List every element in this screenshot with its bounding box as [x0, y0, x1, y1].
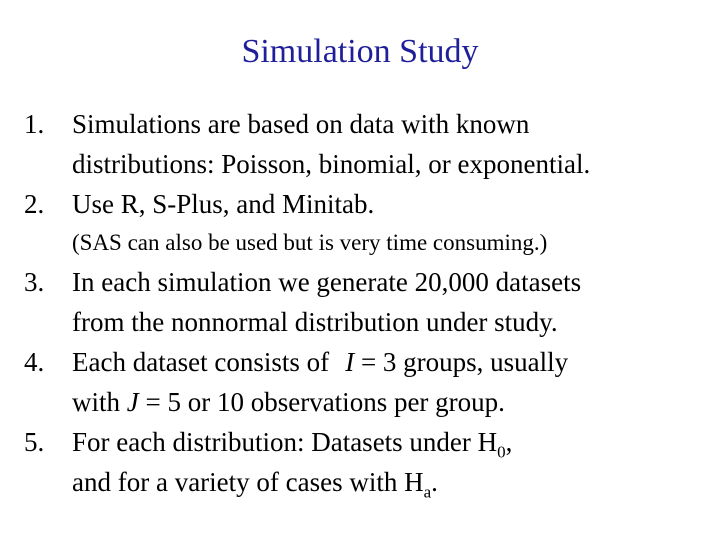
subscript: a	[423, 482, 432, 502]
item-text-line: Simulations are based on data with known	[72, 109, 530, 139]
item-text-line	[72, 342, 714, 382]
item-number: 3.	[24, 267, 45, 297]
variable-j: J	[126, 387, 139, 417]
item-text-line	[72, 422, 714, 462]
item-text-line: distributions: Poisson, binomial, or exponential.	[72, 149, 591, 179]
item-number: 5.	[24, 427, 45, 457]
item-number: 4.	[24, 347, 45, 377]
item-text-line	[72, 462, 714, 502]
variable-i: I	[345, 347, 355, 377]
text-segment: For each distribution: Datasets under H	[72, 427, 498, 457]
text-segment: and for a variety of cases with H	[72, 467, 424, 497]
numbered-list	[24, 104, 714, 502]
item-text-line: Use R, S-Plus, and Minitab.	[72, 189, 375, 219]
text-segment: Each dataset consists of	[72, 347, 330, 377]
item-text-line	[72, 382, 714, 422]
subscript: 0	[497, 442, 506, 462]
list-item	[24, 422, 714, 502]
text-segment: = 3 groups, usually	[360, 347, 569, 377]
list-item	[24, 342, 714, 422]
item-text-line: In each simulation we generate 20,000 datasets	[72, 267, 582, 297]
item-text-line: from the nonnormal distribution under study.	[72, 307, 558, 337]
item-number: 1.	[24, 109, 45, 139]
list-item	[24, 262, 714, 342]
item-note: (SAS can also be used but is very time consuming.)	[72, 230, 548, 255]
text-segment: .	[431, 467, 438, 497]
slide-title: Simulation Study	[241, 33, 479, 70]
item-number: 2.	[24, 189, 45, 219]
text-segment: = 5 or 10 observations per group.	[145, 387, 505, 417]
text-segment: with	[72, 387, 121, 417]
text-segment: ,	[505, 427, 513, 457]
list-item	[24, 104, 714, 184]
list-item	[24, 184, 714, 262]
